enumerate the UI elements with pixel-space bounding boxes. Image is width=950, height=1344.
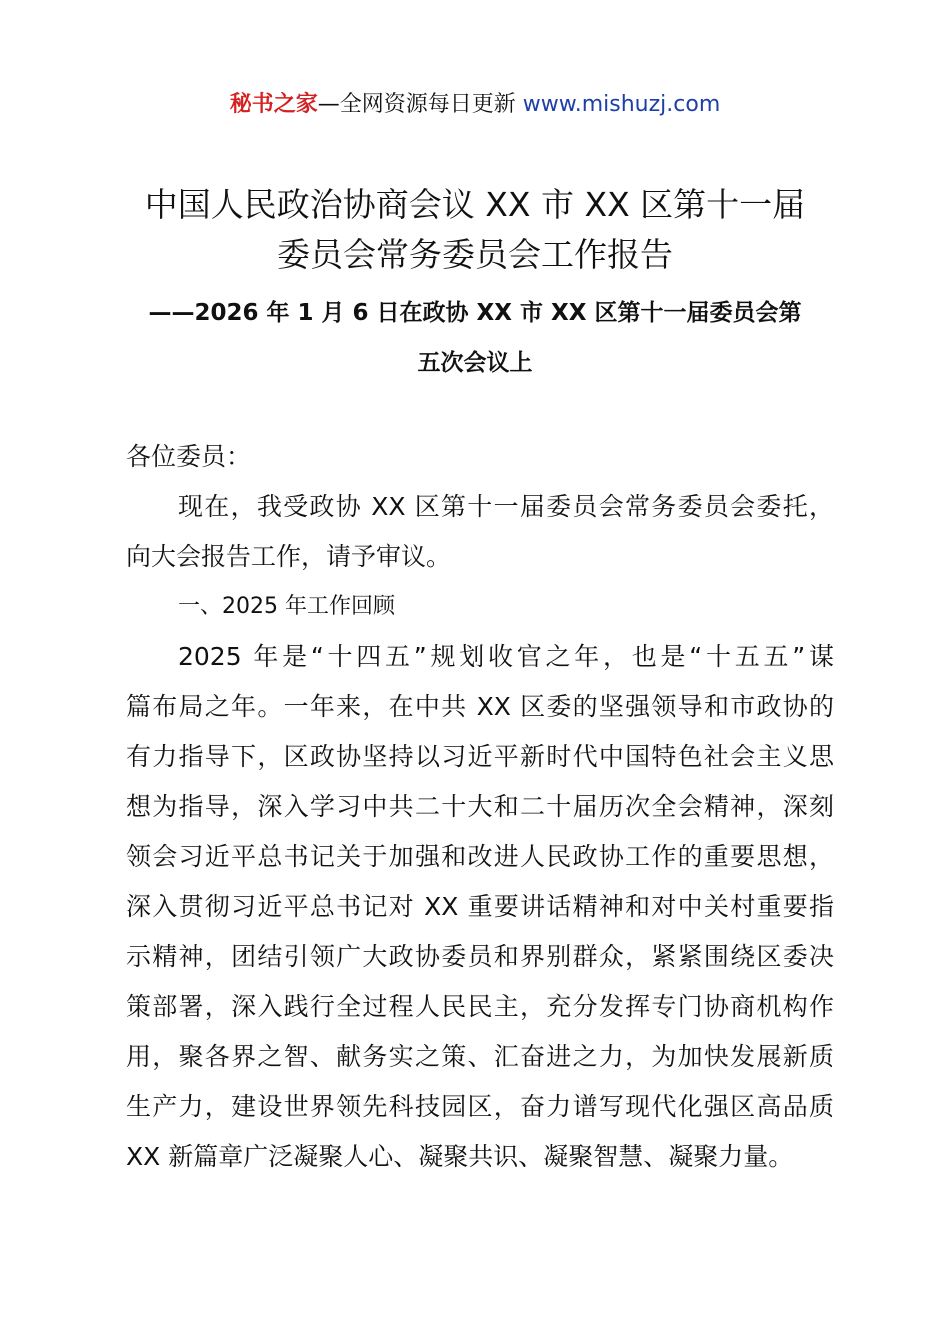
document-subtitle — [110, 288, 840, 388]
section-heading: 一、2025 年工作回顾 — [178, 594, 395, 619]
paragraph-line: 用，聚各界之智、献务实之策、汇奋进之力，为加快发展新质 — [126, 1042, 834, 1071]
paragraph-line: 有力指导下，区政协坚持以习近平新时代中国特色社会主义思 — [126, 742, 834, 771]
paragraph-line: 生产力，建设世界领先科技园区，奋力谱写现代化强区高品质 — [126, 1092, 834, 1121]
document-title-line-1: 中国人民政治协商会议 XX 市 XX 区第十一届 — [144, 185, 806, 224]
paragraph-line: 示精神，团结引领广大政协委员和界别群众，紧紧围绕区委决 — [126, 942, 834, 971]
site-url-link[interactable]: www.mishuzj.com — [522, 92, 721, 117]
review-paragraph — [126, 632, 834, 1182]
document-title-line-2: 委员会常务委员会工作报告 — [277, 235, 673, 274]
paragraph-line: 领会习近平总书记关于加强和改进人民政协工作的重要思想， — [126, 842, 834, 871]
paragraph-line-last: XX 新篇章广泛凝聚人心、凝聚共识、凝聚智慧、凝聚力量。 — [126, 1142, 794, 1171]
document-subtitle-line-2: 五次会议上 — [417, 350, 533, 376]
document-subtitle-line-1: ——2026 年 1 月 6 日在政协 XX 市 XX 区第十一届委员会第 — [148, 300, 802, 326]
document-title — [100, 180, 850, 280]
paragraph-line: 篇布局之年。一年来，在中共 XX 区委的坚强领导和市政协的 — [126, 692, 834, 721]
paragraph-line: 2025 年是“十四五”规划收官之年，也是“十五五”谋 — [178, 642, 834, 671]
salutation: 各位委员： — [126, 442, 252, 471]
intro-line-2: 向大会报告工作，请予审议。 — [126, 542, 452, 571]
site-brand: 秘书之家 — [229, 92, 318, 117]
paragraph-line: 深入贯彻习近平总书记对 XX 重要讲话精神和对中关村重要指 — [126, 892, 834, 921]
site-tagline: —全网资源每日更新 — [317, 92, 523, 117]
paragraph-line: 想为指导，深入学习中共二十大和二十届历次全会精神，深刻 — [126, 792, 834, 821]
intro-line-1: 现在，我受政协 XX 区第十一届委员会常务委员会委托， — [178, 492, 834, 521]
paragraph-line: 策部署，深入践行全过程人民民主，充分发挥专门协商机构作 — [126, 992, 834, 1021]
document-body — [126, 432, 834, 1182]
site-header — [0, 88, 950, 122]
intro-paragraph — [126, 482, 834, 582]
